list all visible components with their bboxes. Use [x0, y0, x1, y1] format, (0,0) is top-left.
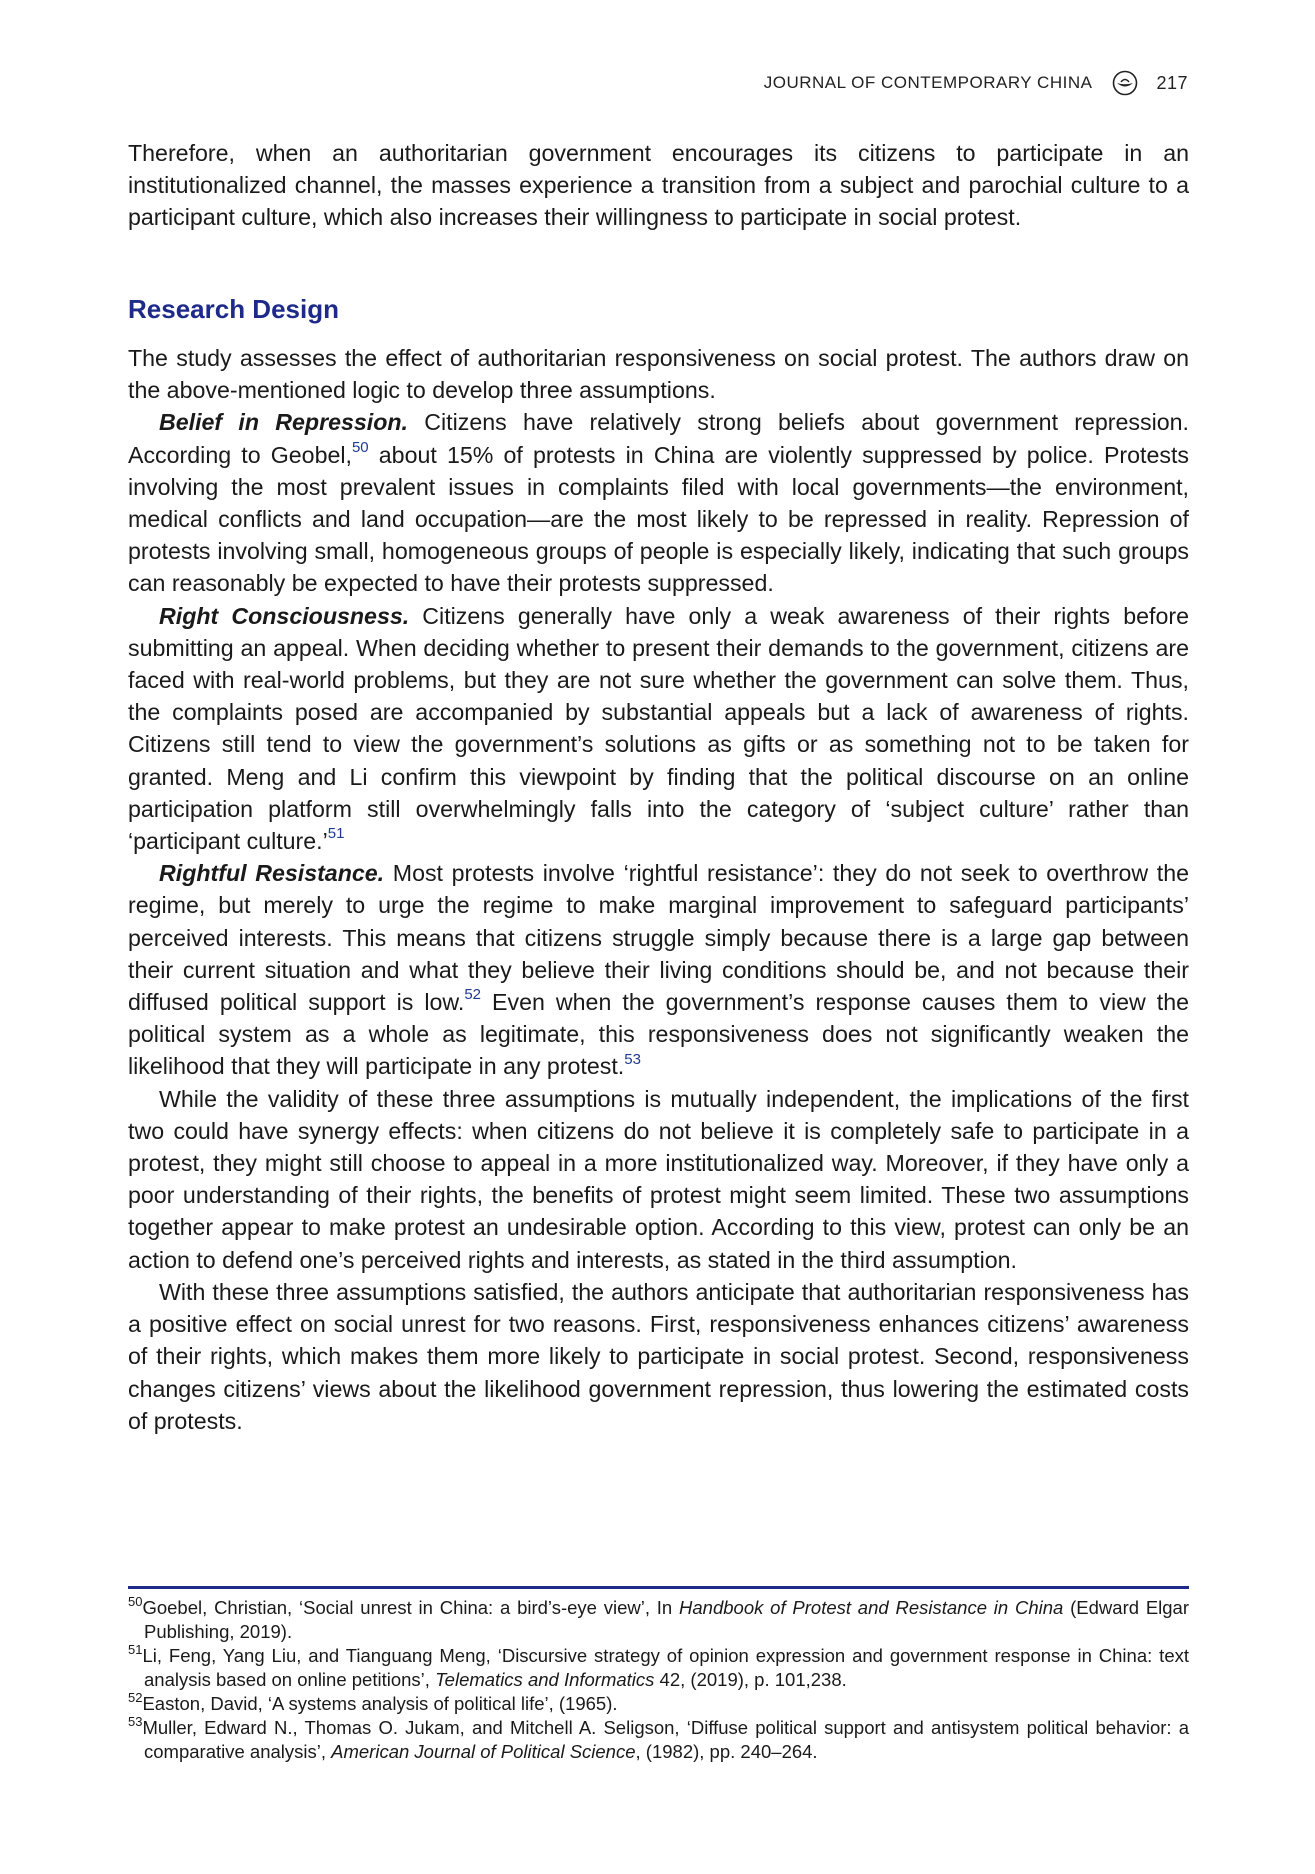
footnote-text: (Edward Elgar Publishing, 2019).	[144, 1597, 1190, 1642]
p3-text-a: Citizens generally have only a weak awareness of their rights before submitting an appeal. When deciding whether to present their demands to the government, citizens are faced with real-world problems, but they are not sure whether the government can solve them. Thus, the complaints posed are accompanied by substantial appeals but a lack of awareness of rights. Citizens still tend to view the government’s solutions as gifts or as something not to be taken for granted. Meng and Li confirm this viewpoint by finding that the political discourse on an online participation platform still overwhelmingly falls into the category of ‘subject culture’ rather than ‘participant culture.’	[128, 602, 1189, 855]
p2-text-a: Citizens have relatively strong beliefs about government repression. According to Geobel,	[128, 409, 1189, 468]
footnote-text: Easton, David, ‘A systems analysis of political life’, (1965).	[142, 1693, 618, 1714]
journal-logo-icon	[1112, 70, 1138, 96]
p4-text-a: Most protests involve ‘rightful resistance’: they do not seek to overthrow the regime, but merely to urge the regime to make marginal improvement to safeguard participants’ perceived interests. This means that citizens struggle simply because there is a large gap between their current situation and what they believe their living conditions should be, and not because their diffused political support is low.	[128, 860, 1189, 1016]
section-body	[128, 342, 1189, 1437]
footnote-ref-50[interactable]: 50	[351, 438, 369, 456]
footnote-50	[128, 1593, 1190, 1644]
footnote-text: Li, Feng, Yang Liu, and Tianguang Meng, ‘Discursive strategy of opinion expression and government response in China: text analysis based on online petitions’,	[142, 1645, 1189, 1690]
paragraph-5: While the validity of these three assumptions is mutually independent, the implications of the first two could have synergy effects: when citizens do not believe it is completely safe to participate in a protest, they might still choose to appeal in a more institutionalized way. Moreover, if they have only a poor understanding of their rights, the benefits of protest might seem limited. These two assumptions together appear to make protest an undesirable option. According to this view, protest can only be an action to defend one’s perceived rights and interests, as stated in the third assumption.	[128, 1085, 1189, 1273]
paragraph-6: With these three assumptions satisfied, the authors anticipate that authoritarian responsiveness has a positive effect on social unrest for two reasons. First, responsiveness enhances citizens’ awareness of their rights, which makes them more likely to participate in social protest. Second, responsiveness changes citizens’ views about the likelihood government repression, thus lowering the estimated costs of protests.	[128, 1278, 1189, 1434]
paragraph-rightful-resistance	[128, 857, 1189, 1082]
section-heading: Research Design	[128, 294, 339, 324]
footnote-ref-52[interactable]: 52	[464, 986, 481, 1004]
paragraph-belief-in-repression	[128, 406, 1189, 599]
footnote-number: 51	[128, 1641, 143, 1657]
footnote-italic-title: Handbook of Protest and Resistance in China	[679, 1597, 1064, 1618]
p4-text-b: Even when the government’s response causes them to view the political system as a whole as legitimate, this responsiveness does not significantly weaken the likelihood that they will participate in any protest.	[128, 989, 1190, 1080]
intro-paragraph-block	[128, 137, 1189, 234]
footnote-number: 53	[128, 1713, 143, 1729]
footnote-ref-51[interactable]: 51	[327, 825, 345, 843]
footnote-italic-title: Telematics and Informatics	[435, 1669, 655, 1690]
footnote-italic-title: American Journal of Political Science	[331, 1741, 636, 1762]
footnote-52	[128, 1689, 1189, 1716]
page-number: 217	[1156, 72, 1188, 93]
footnote-53	[128, 1713, 1189, 1764]
footnote-text: Goebel, Christian, ‘Social unrest in China: a bird’s-eye view’, In	[142, 1597, 680, 1618]
footnote-text: , (1982), pp. 240–264.	[635, 1741, 818, 1762]
footnote-text: Muller, Edward N., Thomas O. Jukam, and Mitchell A. Seligson, ‘Diffuse political support and antisystem political behavior: a comparative analysis’,	[142, 1717, 1189, 1762]
p2-text-b: about 15% of protests in China are violently suppressed by police. Protests involving the most prevalent issues in complaints filed with local governments—the environment, medical conflicts and land occupation—are the most likely to be repressed in reality. Repression of protests involving small, homogeneous groups of people is especially likely, indicating that such groups can reasonably be expected to have their protests suppressed.	[128, 441, 1189, 597]
intro-paragraph: Therefore, when an authoritarian government encourages its citizens to participate in an institutionalized channel, the masses experience a transition from a subject and parochial culture to a participant culture, which also increases their willingness to participate in social protest.	[128, 140, 1189, 231]
paragraph-right-consciousness	[128, 600, 1189, 858]
running-header	[764, 70, 1188, 96]
footnote-ref-53[interactable]: 53	[624, 1050, 641, 1068]
paragraph-1: The study assesses the effect of authoritarian responsiveness on social protest. The authors draw on the above-mentioned logic to develop three assumptions.	[128, 345, 1189, 404]
footnotes	[128, 1593, 1190, 1764]
footnote-number: 52	[128, 1689, 143, 1705]
footnote-divider	[128, 1586, 1189, 1589]
lead-right-consciousness: Right Consciousness.	[159, 602, 410, 629]
footnote-number: 50	[128, 1593, 143, 1609]
footnote-text: 42, (2019), p. 101,238.	[654, 1669, 847, 1690]
footnote-51	[128, 1641, 1189, 1692]
journal-title: JOURNAL OF CONTEMPORARY CHINA	[763, 73, 1093, 92]
lead-belief-in-repression: Belief in Repression.	[159, 409, 408, 436]
lead-rightful-resistance: Rightful Resistance.	[159, 860, 385, 887]
